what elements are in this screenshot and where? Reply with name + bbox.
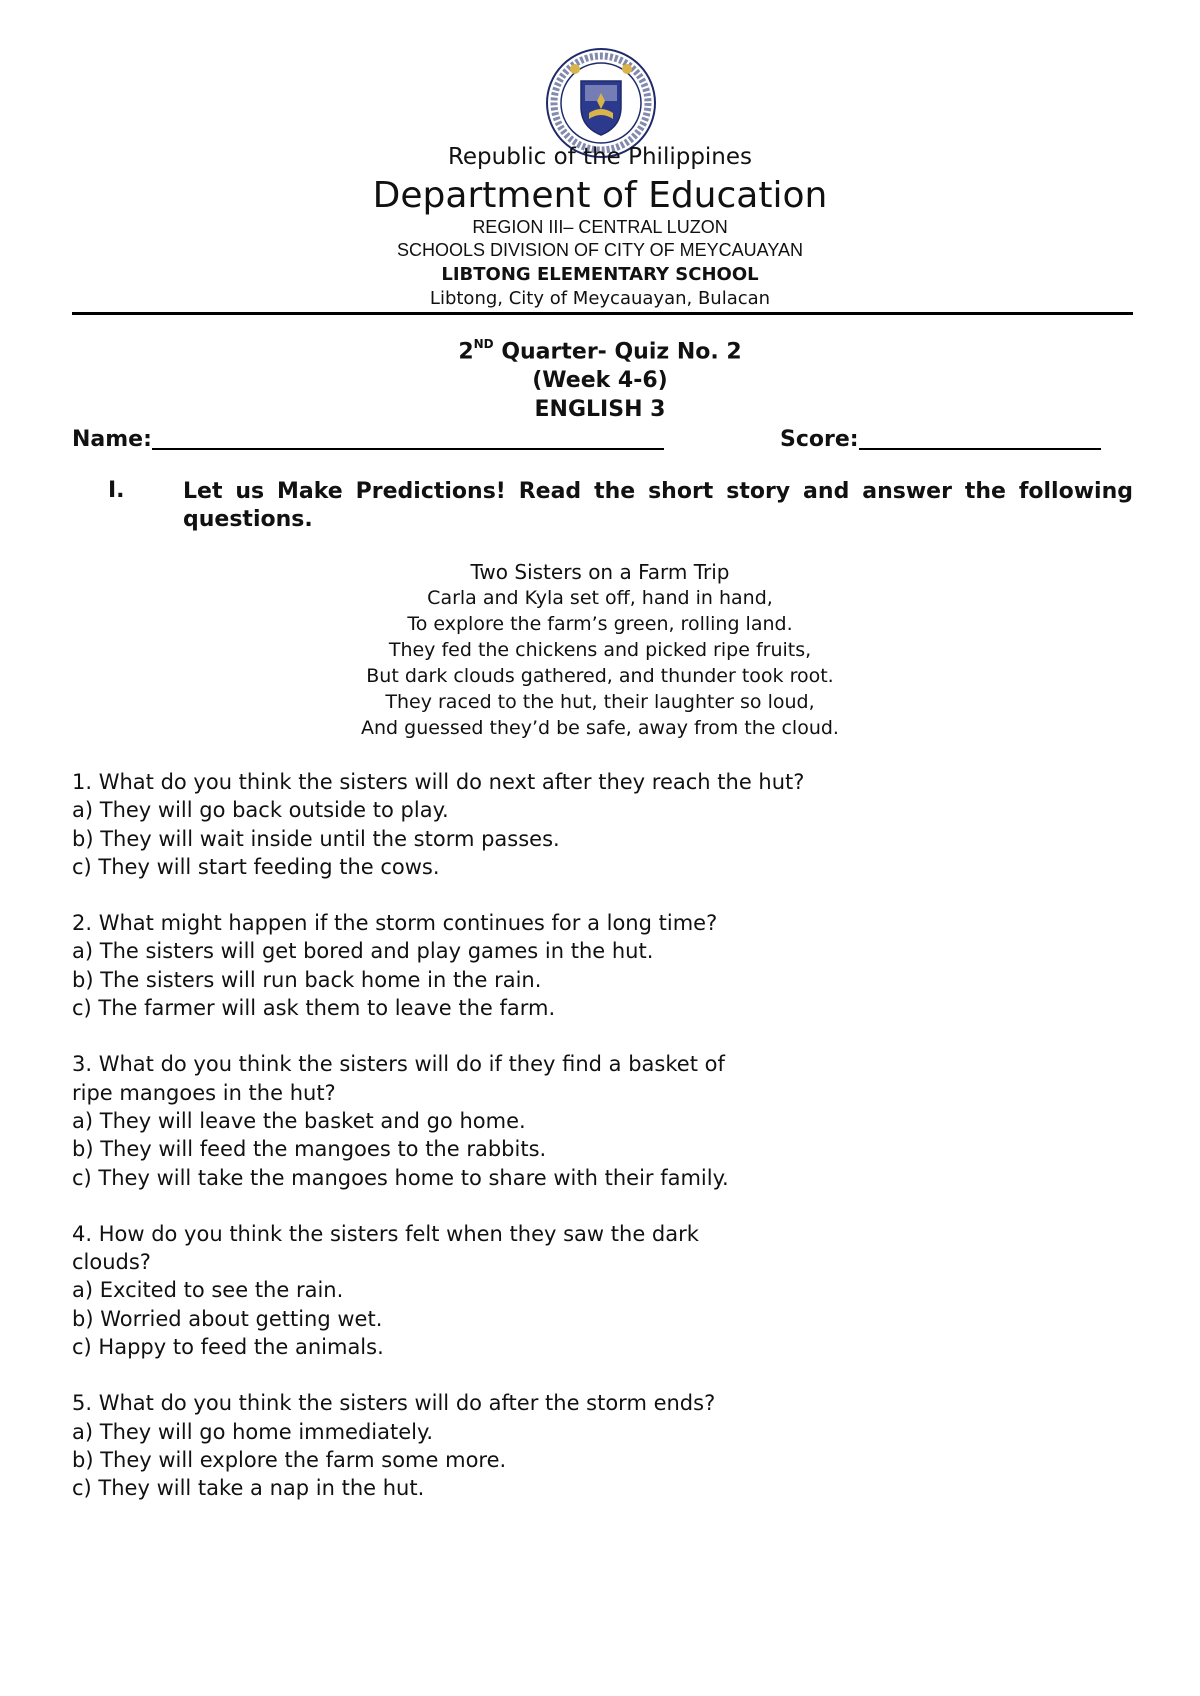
question-text: clouds? — [72, 1250, 151, 1275]
answer-option: c) They will take the mangoes home to share with their family. — [72, 1165, 729, 1190]
answer-option: c) They will start feeding the cows. — [72, 854, 440, 879]
score-field[interactable]: Score: — [780, 426, 1101, 452]
deped-seal-logo — [545, 47, 657, 159]
question-text: 2. What might happen if the storm continues for a long time? — [72, 911, 718, 936]
answer-option: c) Happy to feed the animals. — [72, 1335, 384, 1360]
answer-option: a) Excited to see the rain. — [72, 1278, 344, 1303]
question-1 — [72, 768, 1072, 881]
poem-line: And guessed they’d be safe, away from the cloud. — [361, 717, 839, 739]
poem-line: They raced to the hut, their laughter so loud, — [385, 691, 815, 713]
answer-option: b) Worried about getting wet. — [72, 1306, 383, 1331]
poem — [0, 559, 1200, 741]
score-blank[interactable] — [859, 426, 1101, 450]
answer-option: b) They will wait inside until the storm passes. — [72, 826, 560, 851]
question-text: 3. What do you think the sisters will do if they find a basket of — [72, 1052, 725, 1077]
questions-list — [72, 768, 1072, 1531]
region-text: REGION III– CENTRAL LUZON — [472, 217, 728, 237]
poem-line: Carla and Kyla set off, hand in hand, — [427, 587, 773, 609]
poem-line: To explore the farm’s green, rolling land. — [407, 613, 793, 635]
quiz-subject: ENGLISH 3 — [534, 397, 666, 422]
department-heading: Department of Education — [372, 175, 828, 216]
school-name: LIBTONG ELEMENTARY SCHOOL — [441, 264, 759, 285]
school-address: Libtong, City of Meycauayan, Bulacan — [429, 288, 771, 309]
name-blank[interactable] — [152, 426, 664, 450]
question-text: 4. How do you think the sisters felt when they saw the dark — [72, 1221, 699, 1246]
answer-option: a) They will go back outside to play. — [72, 798, 449, 823]
answer-option: a) They will leave the basket and go home. — [72, 1108, 526, 1133]
quiz-week: (Week 4-6) — [532, 368, 668, 393]
question-5 — [72, 1389, 1072, 1502]
poem-line: They fed the chickens and picked ripe fruits, — [388, 639, 812, 661]
question-2 — [72, 909, 1072, 1022]
instruction-text: Let us Make Predictions! Read the short story and answer the following questions. — [183, 479, 1133, 532]
instruction-number: I. — [108, 478, 125, 503]
question-text: 1. What do you think the sisters will do next after they reach the hut? — [72, 770, 805, 794]
answer-option: b) The sisters will run back home in the rain. — [72, 967, 542, 992]
answer-option: c) They will take a nap in the hut. — [72, 1476, 425, 1501]
poem-title: Two Sisters on a Farm Trip — [470, 560, 730, 584]
question-text: ripe mangoes in the hut? — [72, 1080, 336, 1105]
republic-heading: Republic of the Philippines — [447, 144, 753, 170]
question-text: 5. What do you think the sisters will do after the storm ends? — [72, 1391, 716, 1416]
answer-option: c) The farmer will ask them to leave the farm. — [72, 996, 556, 1021]
answer-option: a) They will go home immediately. — [72, 1419, 434, 1444]
question-4 — [72, 1220, 1072, 1361]
answer-option: b) They will feed the mangoes to the rabbits. — [72, 1137, 547, 1162]
answer-option: b) They will explore the farm some more. — [72, 1447, 507, 1472]
quiz-title: 2ND Quarter- Quiz No. 2 — [458, 337, 742, 365]
poem-line: But dark clouds gathered, and thunder took root. — [366, 665, 834, 687]
question-3 — [72, 1050, 1072, 1191]
answer-option: a) The sisters will get bored and play games in the hut. — [72, 939, 654, 964]
division-text: SCHOOLS DIVISION OF CITY OF MEYCAUAYAN — [396, 240, 804, 260]
header-divider — [72, 312, 1133, 315]
name-field[interactable]: Name: — [72, 426, 664, 452]
